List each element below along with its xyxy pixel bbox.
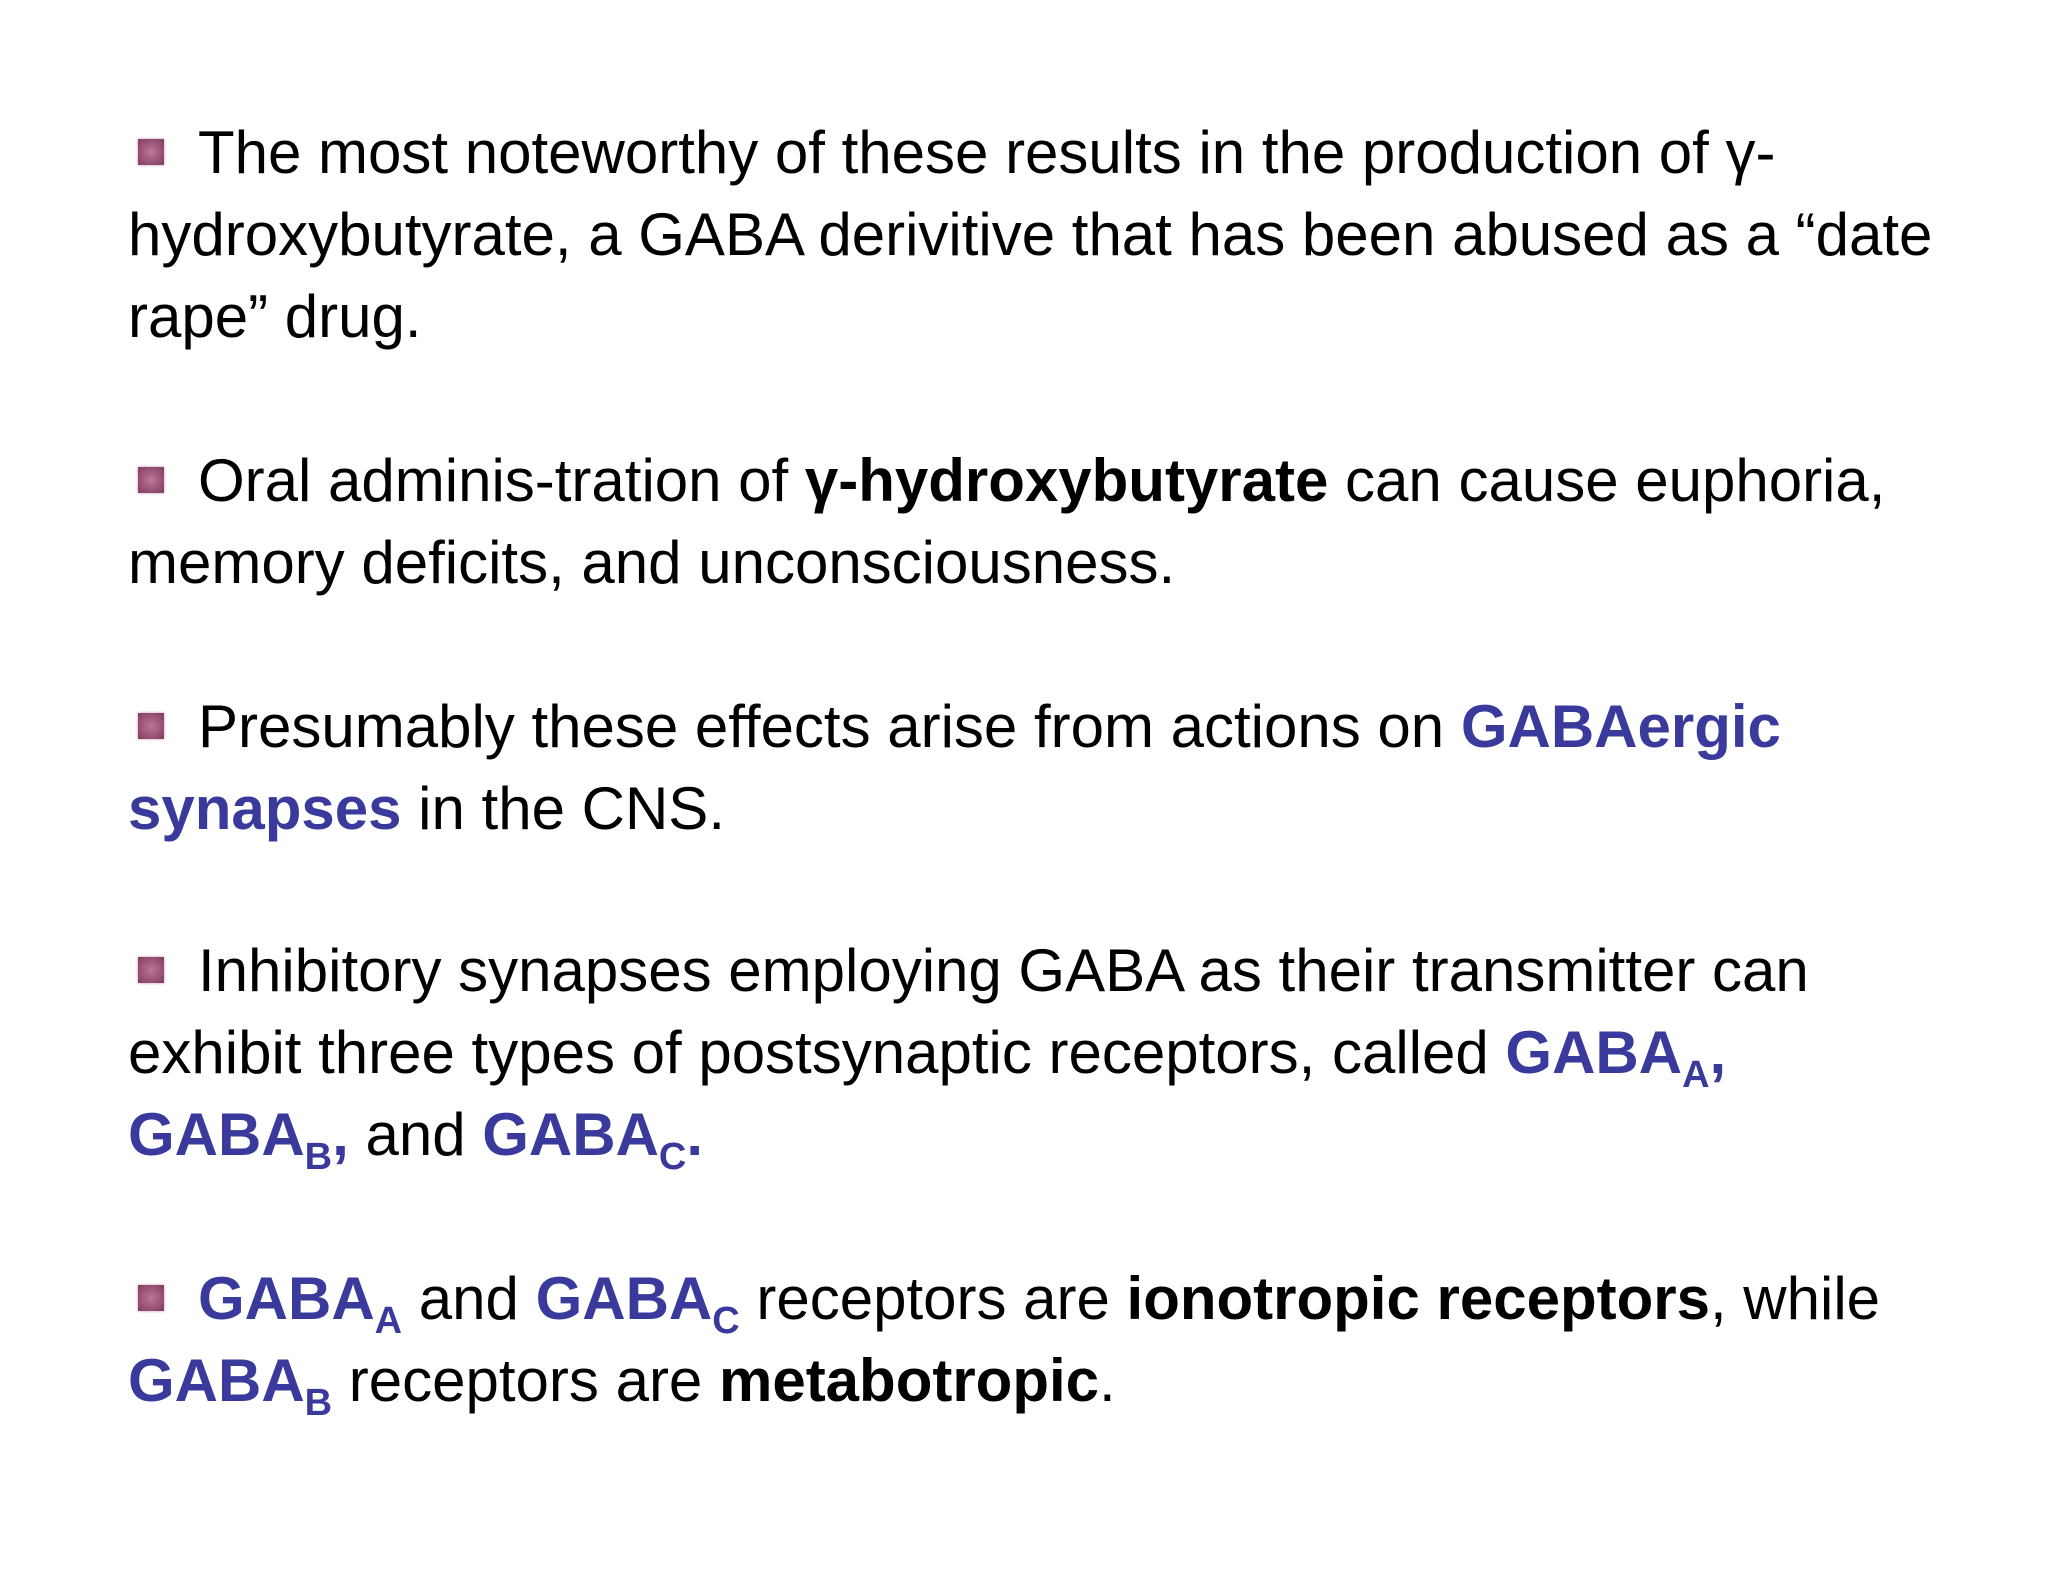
paragraph-5: [128, 1258, 1958, 1422]
paragraph-2-post: can cause euphoria, memory deficits, and unconsciousness.: [128, 447, 1886, 596]
paragraph-3: [128, 686, 1958, 850]
paragraph-1-text: The most noteworthy of these results in the production of γ-hydroxybutyrate, a GABA derivitive that has been abused as a “date rape” drug.: [128, 119, 1933, 350]
paragraph-2: [128, 440, 1958, 604]
paragraph-3-pre: Presumably these effects arise from actions on: [198, 693, 1461, 760]
gaba-c-term: $GABA_C$: [535, 1265, 740, 1342]
square-bullet-icon: [138, 713, 164, 739]
paragraph-5-mid: receptors are: [739, 1265, 1127, 1332]
square-bullet-icon: [138, 957, 164, 983]
paragraph-4-pre: Inhibitory synapses employing GABA as their transmitter can exhibit three types of postsynaptic receptors, called: [128, 937, 1809, 1086]
metabotropic-term: metabotropic: [718, 1347, 1100, 1414]
paragraph-5-comma: , while: [1709, 1265, 1881, 1332]
gaba-b-term: $GABA_B$,: [128, 1101, 349, 1178]
gaba-a-term: $GABA_A$: [198, 1265, 403, 1342]
paragraph-4: [128, 930, 1958, 1176]
paragraph-4-and: and: [348, 1101, 483, 1168]
gabaergic-synapses-term: GABAergic synapses: [128, 693, 1781, 842]
paragraph-3-post: in the CNS.: [401, 775, 725, 842]
gaba-b-term: $GABA_B$: [128, 1347, 333, 1424]
gaba-a-term: $GABA_A$,: [1505, 1019, 1727, 1096]
paragraph-5-and: and: [402, 1265, 536, 1332]
square-bullet-icon: [138, 467, 164, 493]
paragraph-5-mid2: receptors are: [332, 1347, 719, 1414]
paragraph-5-end: .: [1099, 1347, 1116, 1414]
gaba-c-term: $GABA_C$.: [482, 1101, 704, 1178]
paragraph-2-bold: γ-hydroxybutyrate: [804, 447, 1329, 514]
paragraph-2-pre: Oral adminis-tration of: [198, 447, 805, 514]
paragraph-1: [128, 112, 1958, 358]
square-bullet-icon: [138, 1285, 164, 1311]
ionotropic-receptors-term: ionotropic receptors: [1126, 1265, 1710, 1332]
square-bullet-icon: [138, 139, 164, 165]
